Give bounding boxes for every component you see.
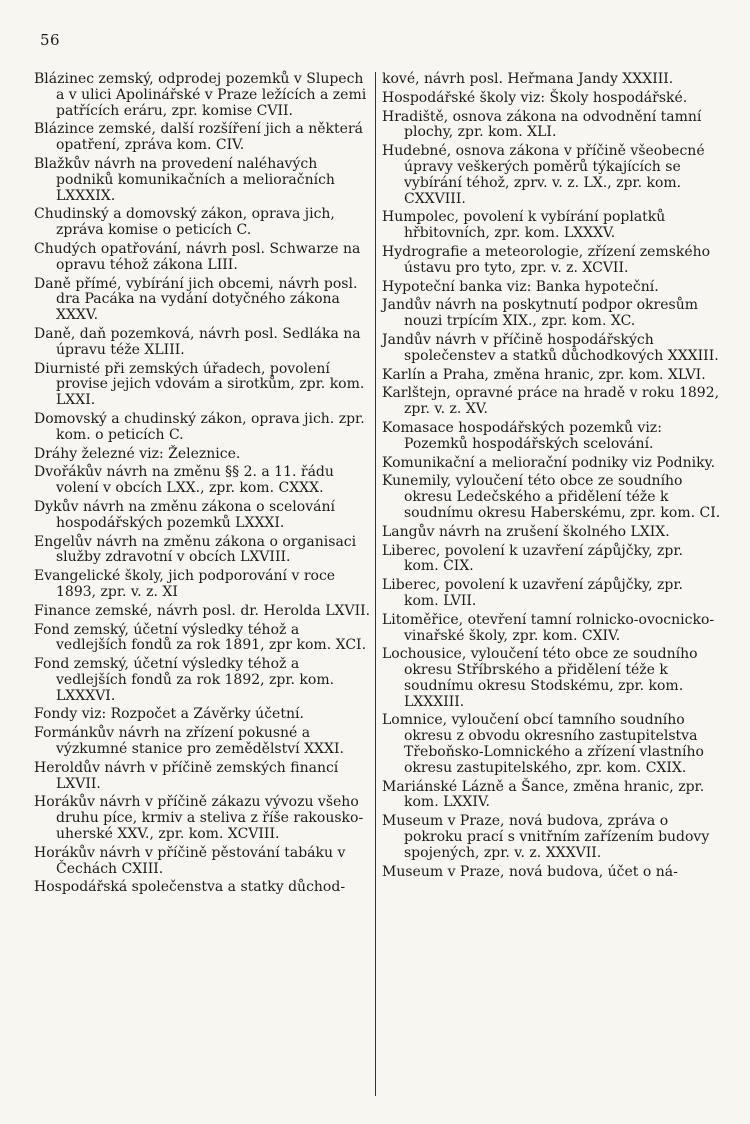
index-entry: Karlín a Praha, změna hranic, zpr. kom. XLVI.: [382, 366, 706, 383]
index-entry: Litoměřice, otevření tamní rolnicko-ovocnicko-vinařské školy, zpr. kom. CXIV.: [382, 611, 715, 644]
index-entry: Daně, daň pozemková, návrh posl. Sedláka na úpravu téže XLIII.: [34, 325, 361, 358]
index-entry: Komasace hospodářských pozemků viz: Pozemků hospodářských scelování.: [382, 419, 662, 452]
index-entry: Museum v Praze, nová budova, účet o ná-: [382, 863, 678, 880]
index-entry: Komunikační a meliorační podniky viz Podniky.: [382, 454, 716, 471]
index-entry: Blázince zemské, další rozšíření jich a některá opatření, zpráva kom. CIV.: [34, 121, 363, 154]
index-entry: Domovský a chudinský zákon, oprava jich. zpr. kom. o peticích C.: [34, 410, 365, 443]
page-number: 56: [40, 31, 61, 49]
index-entry: Chudých opatřování, návrh posl. Schwarze na opravu téhož zákona LIII.: [34, 240, 361, 273]
index-entry: Blažkův návrh na provedení naléhavých podniků komunikačních a melioračních LXXXIX.: [34, 155, 335, 204]
left-column: [34, 72, 374, 899]
index-entry: Horákův návrh v příčině pěstování tabáku v Čechách CXIII.: [34, 844, 346, 877]
index-entry: Karlštejn, opravné práce na hradě v roku 1892, zpr. v. z. XV.: [382, 385, 720, 418]
index-entry: Heroldův návrh v příčině zemských financí LXVII.: [34, 759, 339, 792]
index-entry: Fond zemský, účetní výsledky téhož a vedlejších fondů za rok 1892, zpr. kom. LXXXVI.: [34, 656, 335, 704]
index-entry: kové, návrh posl. Heřmana Jandy XXXIII.: [382, 71, 674, 87]
index-entry: Hypoteční banka viz: Banka hypoteční.: [382, 278, 659, 295]
index-entry: Finance zemské, návrh posl. dr. Herolda LXVII.: [34, 602, 371, 619]
index-entry: Dráhy železné viz: Železnice.: [34, 445, 241, 462]
right-column: [382, 72, 722, 883]
index-entry: Lomnice, vyloučení obcí tamního soudního okresu z obvodu okresního zastupitelstva Třeboňsko-Lomnického a zřízení vlastního okresu zastupitelského, zpr. kom. CXIX.: [382, 712, 704, 776]
index-entry: Hospodářská společenstva a statky důchod-: [34, 879, 346, 896]
index-entry: Jandův návrh v příčině hospodářských společenstev a statků důchodkových XXXIII.: [382, 331, 719, 364]
index-entry: Chudinský a domovský zákon, oprava jich, zpráva komise o peticích C.: [34, 206, 335, 239]
index-entry: Hydrografie a meteorologie, zřízení zemského ústavu pro tyto, zpr. v. z. XCVII.: [382, 243, 711, 276]
index-entry: Daně přímé, vybírání jich obcemi, návrh posl. dra Pacáka na vydání dotyčného zákona XXXV.: [34, 275, 358, 324]
index-entry: Hradiště, osnova zákona na odvodnění tamní plochy, zpr. kom. XLI.: [382, 108, 702, 141]
index-entry: Diurnisté při zemských úřadech, povolení provise jejich vdovám a sirotkům, zpr. kom. LXXI.: [34, 360, 365, 409]
index-entry: Mariánské Lázně a Šance, změna hranic, zpr. kom. LXXIV.: [382, 778, 705, 811]
index-entry: Liberec, povolení k uzavření zápůjčky, zpr. kom. LVII.: [382, 577, 683, 609]
index-entry: Horákův návrh v příčině zákazu vývozu všeho druhu píce, krmiv a steliva z říše rakousko-uherské XXV., zpr. kom. XCVIII.: [34, 794, 364, 843]
index-entry: Blázinec zemský, odprodej pozemků v Slupech a v ulici Apolinářské v Praze ležících a zemi patřících eráru, zpr. komise CVII.: [34, 71, 367, 119]
index-entry: Dykův návrh na změnu zákona o scelování hospodářských pozemků LXXXI.: [34, 498, 335, 531]
index-entry: Evangelické školy, jich podporování v roce 1893, zpr. v. z. XI: [34, 568, 336, 600]
index-entry: Humpolec, povolení k vybírání poplatků hřbitovních, zpr. kom. LXXXV.: [382, 209, 666, 242]
index-entry: Jandův návrh na poskytnutí podpor okresům nouzi trpícím XIX., zpr. kom. XC.: [382, 297, 698, 330]
index-entry: Hospodářské školy viz: Školy hospodářské.: [382, 89, 688, 106]
index-entry: Lochousice, vyloučení této obce ze soudního okresu Stříbrského a přidělení téže k soudnímu okresu Stodskému, zpr. kom. LXXXIII.: [382, 646, 698, 710]
index-entry: Museum v Praze, nová budova, zpráva o pokroku prací s vnitřním zařízením budovy spojených, zpr. v. z. XXXVII.: [382, 813, 710, 861]
index-entry: Liberec, povolení k uzavření zápůjčky, zpr. kom. CIX.: [382, 542, 683, 575]
index-entry: Fondy viz: Rozpočet a Závěrky účetní.: [34, 706, 304, 723]
index-entry: Engelův návrh na změnu zákona o organisaci služby zdravotní v obcích LXVIII.: [34, 533, 357, 566]
index-entry: Formánkův návrh na zřízení pokusné a výzkumné stanice pro zemědělství XXXI.: [34, 725, 344, 758]
index-entry: Fond zemský, účetní výsledky téhož a vedlejších fondů za rok 1891, zpr kom. XCI.: [34, 621, 367, 654]
column-divider: [375, 72, 376, 1096]
index-entry: Kunemily, vyloučení této obce ze soudního okresu Ledečského a přidělení téže k soudnímu okresu Haberskému, zpr. kom. CI.: [382, 473, 721, 521]
index-entry: Langův návrh na zrušení školného LXIX.: [382, 523, 670, 540]
index-entry: Dvořákův návrh na změnu §§ 2. a 11. řádu volení v obcích LXX., zpr. kom. CXXX.: [34, 464, 334, 497]
index-entry: Hudebné, osnova zákona v příčině všeobecné úpravy veškerých poměrů týkajících se vybírání téhož, zprv. v. z. LX., zpr. kom. CXXVIII.: [382, 143, 705, 207]
